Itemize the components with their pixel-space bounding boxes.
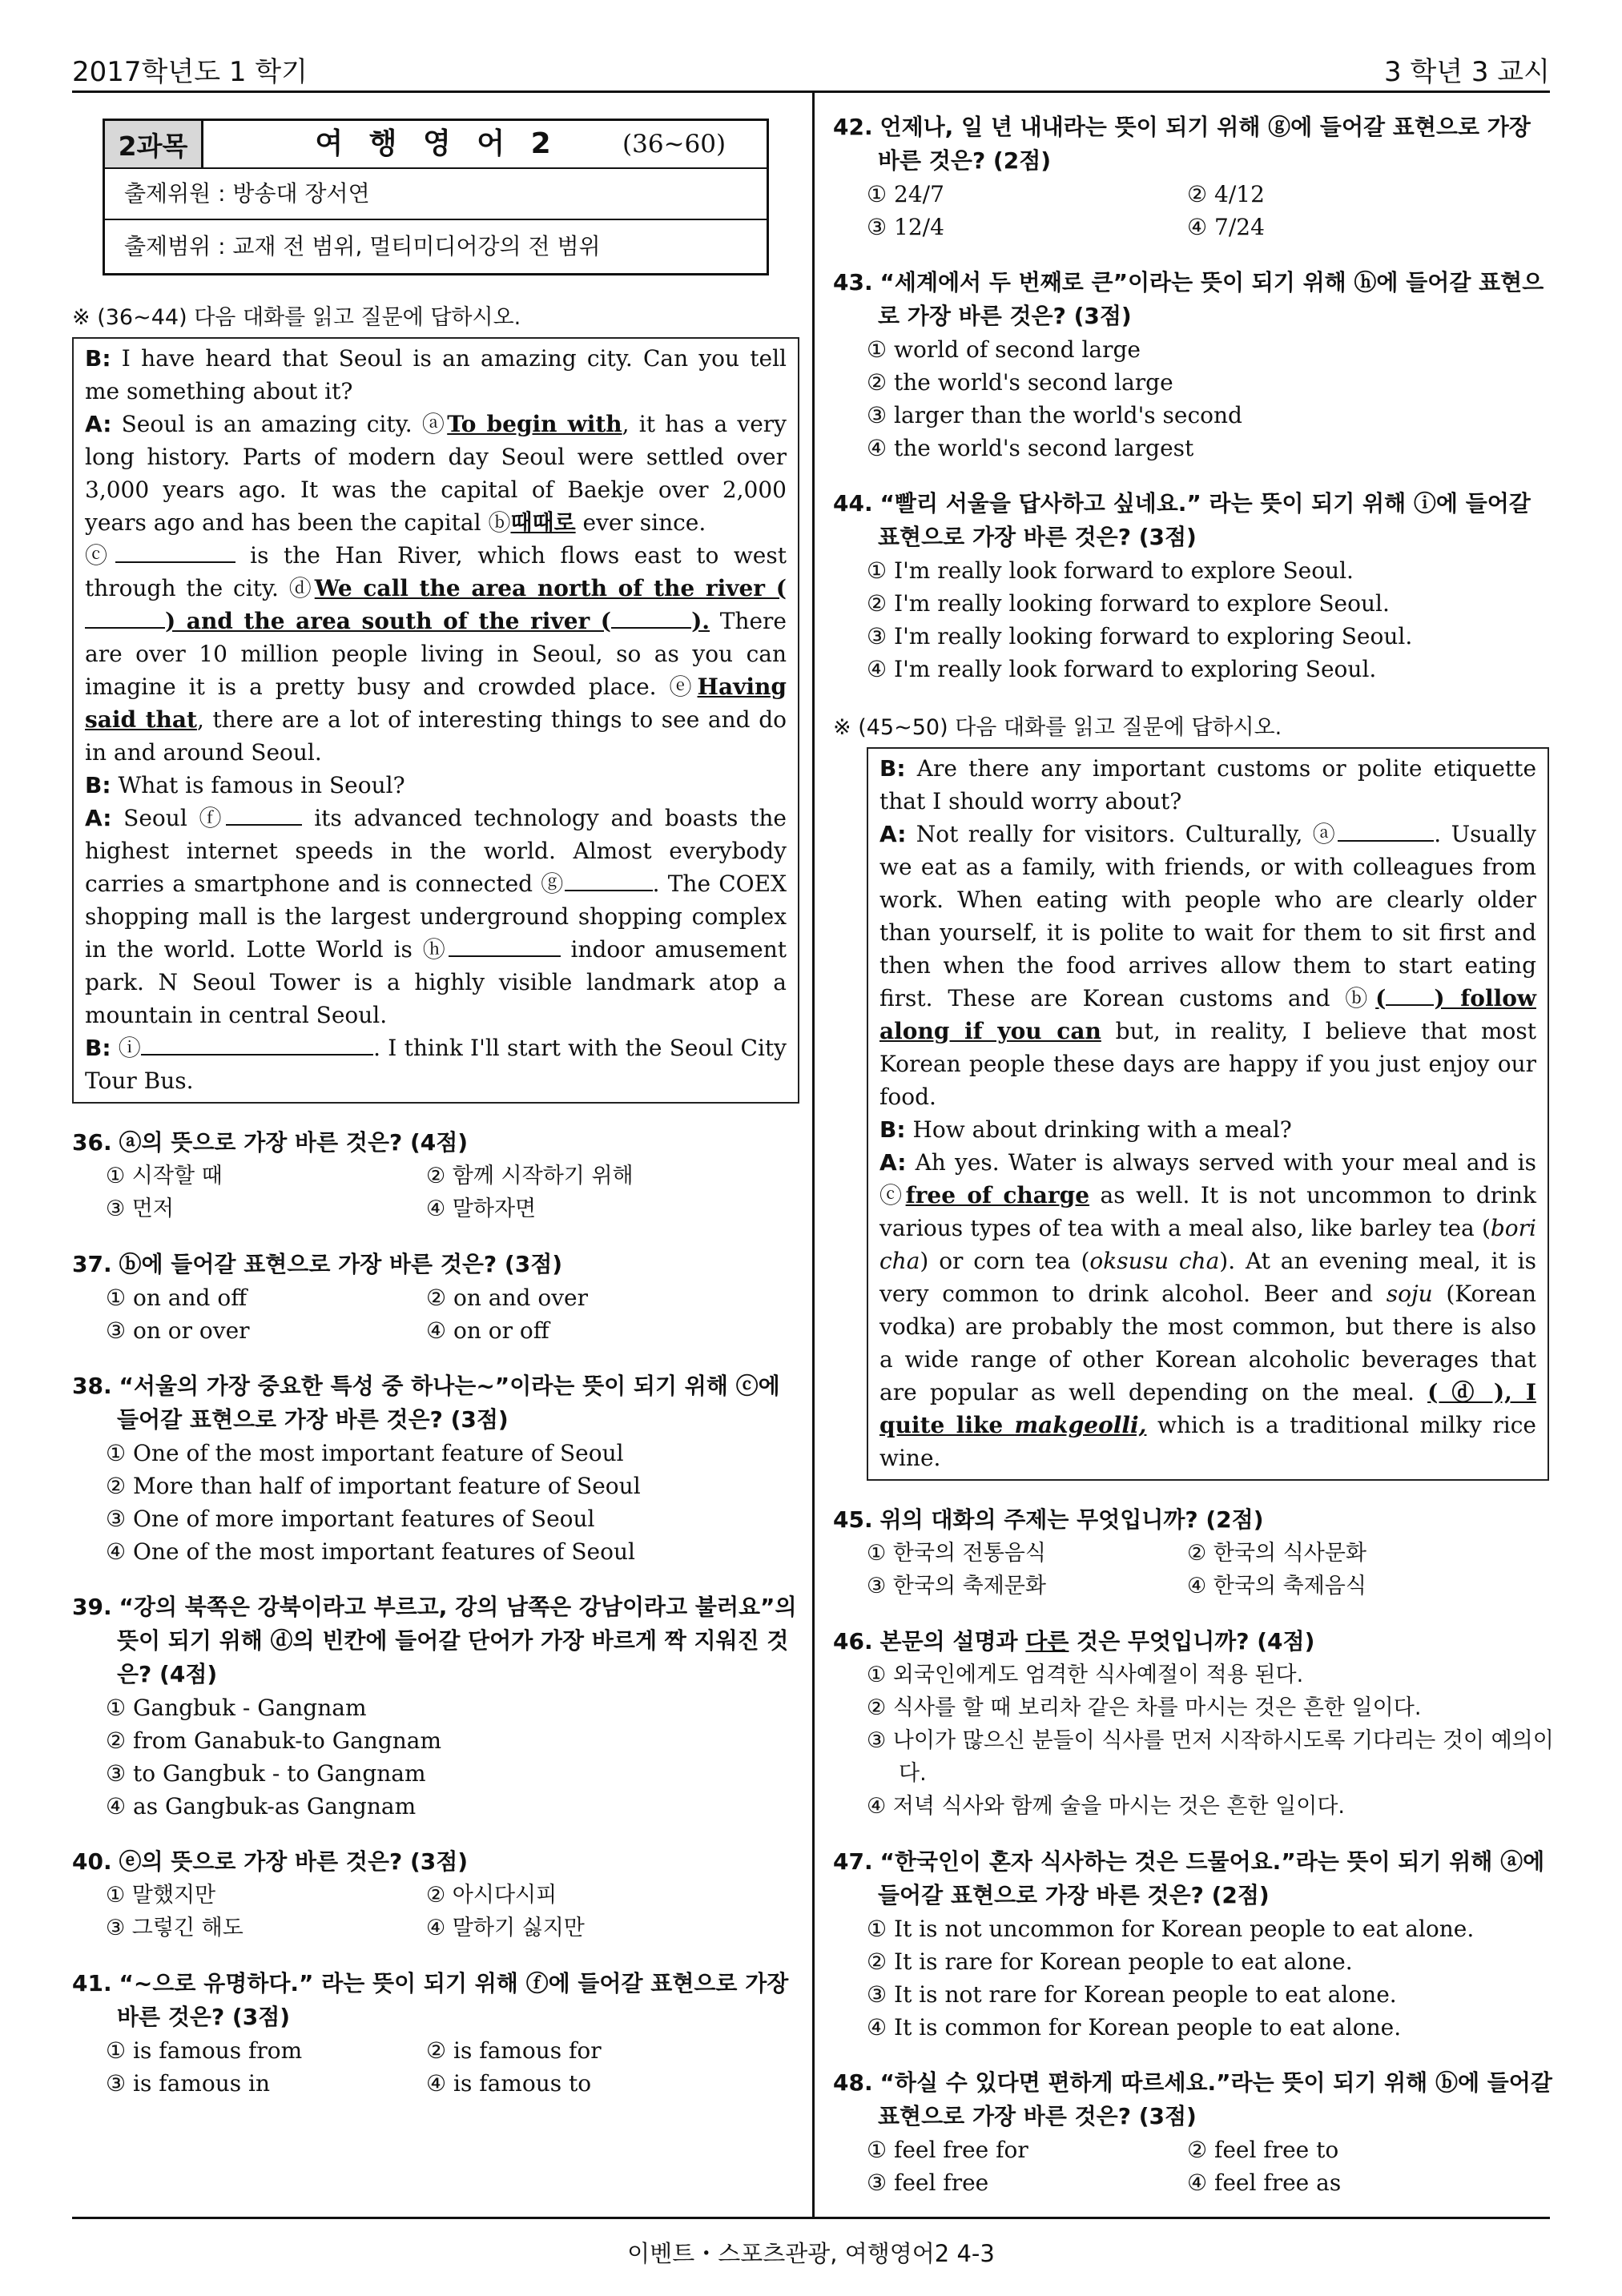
subject-title: 여 행 영 어 2 [315,127,559,160]
option[interactable]: ② More than half of important feature of Seoul [106,1473,641,1499]
page-header [72,40,1550,88]
option[interactable]: ② I'm really looking forward to explore Seoul. [867,590,1390,617]
option[interactable]: ③ 12/4 [867,214,944,240]
option[interactable]: ④ 말하자면 [426,1196,537,1221]
option[interactable]: ③ on or over [106,1317,250,1344]
option[interactable]: ③ 나이가 많으신 분들이 식사를 먼저 시작하시도록 기다리는 것이 예의이다. [867,1728,1554,1786]
option[interactable]: ④ 7/24 [1187,214,1265,240]
option[interactable]: ① Gangbuk - Gangnam [106,1695,367,1721]
passage1-box: B: I have heard that Seoul is an amazing city. Can you tell me something about it? A: Seoul is an amazing city. ⓐTo begin with, it has a very long history. Parts of modern day Seoul were settled over 3,000 years ago. It was the capital of Baekje over 2,000 years ago and has been the capital ⓑ때때로 ever since. ⓒ is the Han River, which flows east to west through the city. ⓓWe call the area north of the river () and the area south of the river ( ). There are over 10 million people living in Seoul, so as you can imagine it is a pretty busy and crowded place. ⓔHaving said that, there are a lot of interesting things to see and do in and around Seoul. B: What is famous in Seoul? A: Seoul ⓕ its advanced technology and boasts the highest internet speeds in the world. Almost everybody carries a smartphone and is connected ⓖ . The COEX shopping mall is the largest underground shopping complex in the world. Lotte World is ⓗ indoor amusement park. N Seoul Tower is a highly visible landmark atop a mountain in central Seoul. B: ⓘ . I think I'll start with the Seoul City Tour Bus. [72,337,799,1104]
option[interactable]: ① 외국인에게도 엄격한 식사예절이 적용 된다. [867,1663,1304,1687]
option[interactable]: ③ 먼저 [106,1196,174,1221]
option[interactable]: ② It is rare for Korean people to eat alone. [867,1948,1353,1975]
grade-period-label: 3 학년 3 교시 [1383,56,1550,88]
option[interactable]: ② 함께 시작하기 위해 [426,1164,634,1188]
subject-box [103,119,769,275]
option[interactable]: ② on and over [426,1285,588,1311]
option[interactable]: ② is famous for [426,2037,602,2064]
passage1-instruction: ※ (36~44) 다음 대화를 읽고 질문에 답하시오. [72,305,521,330]
question-36: 36. ⓐ의 뜻으로 가장 바른 것은? (4점) ① 시작할 때 ② 함께 시작하기 위해 ③ 먼저 ④ 말하자면 [72,1126,798,1225]
option[interactable]: ④ It is common for Korean people to eat alone. [867,2014,1402,2041]
option[interactable]: ③ 한국의 축제문화 [867,1574,1046,1598]
option[interactable]: ① 말했지만 [106,1883,216,1908]
option[interactable]: ④ I'm really look forward to exploring Seoul. [867,656,1377,682]
option[interactable]: ① It is not uncommon for Korean people to eat alone. [867,1916,1475,1942]
question-46: 46. 본문의 설명과 다른 것은 무엇입니까? (4점) ① 외국인에게도 엄격한 식사예절이 적용 된다. ② 식사를 할 때 보리차 같은 차를 마시는 것은 흔한 일이다. ③ 나이가 많으신 분들이 식사를 먼저 시작하시도록 기다리는 것이 예의이다. ④ 저녁 식사와 함께 술을 마시는 것은 흔한 일이다. [833,1625,1554,1823]
option[interactable]: ③ 그렇긴 해도 [106,1916,244,1940]
question-41: 41. “~으로 유명하다.” 라는 뜻이 되기 위해 ⓕ에 들어갈 표현으로 가장 바른 것은? (3점) ① is famous from ② is famous for ③ is famous in ④ is famous to [72,1967,798,2100]
option[interactable]: ③ larger than the world's second [867,402,1242,428]
option[interactable]: ④ One of the most important features of Seoul [106,1538,635,1565]
left-column [72,119,798,2100]
option[interactable]: ④ feel free as [1187,2169,1342,2196]
scope-row: 출제범위 : 교재 전 범위, 멀티미디어강의 전 범위 [124,233,601,259]
question-47: 47. “한국인이 혼자 식사하는 것은 드물어요.”라는 뜻이 되기 위해 ⓐ에 들어갈 표현으로 가장 바른 것은? (2점) ① It is not uncommon for Korean people to eat alone. ② It is rare for Korean people to eat alone. ③ It is not rare for Korean people to eat alone. ④ It is common for Korean people to eat alone. [833,1845,1554,2044]
option[interactable]: ③ I'm really looking forward to exploring Seoul. [867,623,1413,649]
question-43: 43. “세계에서 두 번째로 큰”이라는 뜻이 되기 위해 ⓗ에 들어갈 표현으로 가장 바른 것은? (3점) ① world of second large ② the world's second large ③ larger than the world's second ④ the world's second largest [833,266,1554,464]
option[interactable]: ④ 한국의 축제음식 [1187,1574,1366,1598]
option[interactable]: ① I'm really look forward to explore Seoul. [867,557,1354,584]
semester-label: 2017학년도 1 학기 [72,56,308,88]
option[interactable]: ④ on or off [426,1317,549,1344]
subject-badge: 2과목 [105,121,203,167]
option[interactable]: ② 4/12 [1187,181,1265,207]
option[interactable]: ③ It is not rare for Korean people to eat alone. [867,1981,1397,2008]
option[interactable]: ④ as Gangbuk-as Gangnam [106,1793,417,1820]
header-rule [72,90,1550,93]
page-footer: 이벤트・스포츠관광, 여행영어2 4-3 [627,2240,995,2267]
option[interactable]: ④ 저녁 식사와 함께 술을 마시는 것은 흔한 일이다. [867,1794,1346,1819]
option[interactable]: ② feel free to [1187,2137,1339,2163]
option[interactable]: ③ is famous in [106,2070,270,2097]
option[interactable]: ① feel free for [867,2137,1028,2163]
passage2-instruction: ※ (45~50) 다음 대화를 읽고 질문에 답하시오. [833,715,1282,740]
option[interactable]: ④ 말하기 싫지만 [426,1916,585,1940]
question-40: 40. ⓔ의 뜻으로 가장 바른 것은? (3점) ① 말했지만 ② 아시다시피 ③ 그렇긴 해도 ④ 말하기 싫지만 [72,1845,798,1944]
question-38: 38. “서울의 가장 중요한 특성 중 하나는~”이라는 뜻이 되기 위해 ⓒ에 들어갈 표현으로 가장 바른 것은? (3점) ① One of the most important feature of Seoul ② More than half of important feature of Seoul ③ One of more important features of Seoul ④ One of the most important features of Seoul [72,1369,798,1568]
option[interactable]: ② the world's second large [867,369,1173,396]
option[interactable]: ① on and off [106,1285,248,1311]
option[interactable]: ① 한국의 전통음식 [867,1541,1046,1566]
option[interactable]: ② 한국의 식사문화 [1187,1541,1366,1566]
option[interactable]: ① 시작할 때 [106,1164,223,1188]
footer-rule [72,2217,1550,2219]
author-row: 출제위원 : 방송대 장서연 [105,169,767,220]
option[interactable]: ② from Ganabuk-to Gangnam [106,1727,442,1754]
option[interactable]: ① One of the most important feature of Seoul [106,1440,624,1466]
option[interactable]: ① is famous from [106,2037,303,2064]
question-42: 42. 언제나, 일 년 내내라는 뜻이 되기 위해 ⓖ에 들어갈 표현으로 가장 바른 것은? (2점) ① 24/7 ② 4/12 ③ 12/4 ④ 7/24 [833,111,1554,243]
option[interactable]: ① 24/7 [867,181,944,207]
option[interactable]: ③ One of more important features of Seoul [106,1506,595,1532]
option[interactable]: ④ the world's second largest [867,435,1194,461]
question-39: 39. “강의 북쪽은 강북이라고 부르고, 강의 남쪽은 강남이라고 불러요”의 뜻이 되기 위해 ⓓ의 빈칸에 들어갈 단어가 가장 바르게 짝 지워진 것은? (4점) ① Gangbuk - Gangnam ② from Ganabuk-to Gangnam ③ to Gangbuk - to Gangnam ④ as Gangbuk-as Gangnam [72,1590,798,1823]
question-44: 44. “빨리 서울을 답사하고 싶네요.” 라는 뜻이 되기 위해 ⓘ에 들어갈 표현으로 가장 바른 것은? (3점) ① I'm really look forward to explore Seoul. ② I'm really looking forward to explore Seoul. ③ I'm really looking forward to exploring Seoul. ④ I'm really look forward to exploring Seoul. [833,487,1554,686]
option[interactable]: ② 식사를 할 때 보리차 같은 차를 마시는 것은 흔한 일이다. [867,1695,1422,1720]
question-45: 45. 위의 대화의 주제는 무엇입니까? (2점) ① 한국의 전통음식 ② 한국의 식사문화 ③ 한국의 축제문화 ④ 한국의 축제음식 [833,1503,1554,1602]
option[interactable]: ③ to Gangbuk - to Gangnam [106,1760,426,1787]
question-48: 48. “하실 수 있다면 편하게 따르세요.”라는 뜻이 되기 위해 ⓑ에 들어갈 표현으로 가장 바른 것은? (3점) ① feel free for ② feel free to ③ feel free ④ feel free as [833,2066,1554,2199]
column-divider [812,93,815,2217]
option[interactable]: ① world of second large [867,336,1141,363]
option[interactable]: ② 아시다시피 [426,1883,557,1908]
question-37: 37. ⓑ에 들어갈 표현으로 가장 바른 것은? (3점) ① on and off ② on and over ③ on or over ④ on or off [72,1248,798,1347]
option[interactable]: ④ is famous to [426,2070,592,2097]
question-range: (36~60) [622,130,726,159]
passage2-box: B: Are there any important customs or polite etiquette that I should worry about? A: Not really for visitors. Culturally, ⓐ . Usually we eat as a family, with friends, or with colleagues from work. When eating with people who are clearly older than yourself, it is polite to wait for them to sit first and then when the food arrives allow them to start eating first. These are Korean customs and ⓑ( ) follow along if you can but, in reality, I believe that most Korean people these days are happy if you just enjoy our food. B: How about drinking with a meal? A: Ah yes. Water is always served with your meal and is ⓒfree of charge as well. It is not uncommon to drink various types of tea with a meal also, like barley tea (bori cha) or corn tea (oksusu cha). At an evening meal, it is very common to drink alcohol. Beer and soju (Korean vodka) are probably the most common, but there is also a wide range of other Korean alcoholic beverages that are popular as well depending on the meal. ( ⓓ ), I quite like makgeolli, which is a traditional milky rice wine. [867,747,1549,1481]
right-column [833,111,1554,2199]
option[interactable]: ③ feel free [867,2169,989,2196]
